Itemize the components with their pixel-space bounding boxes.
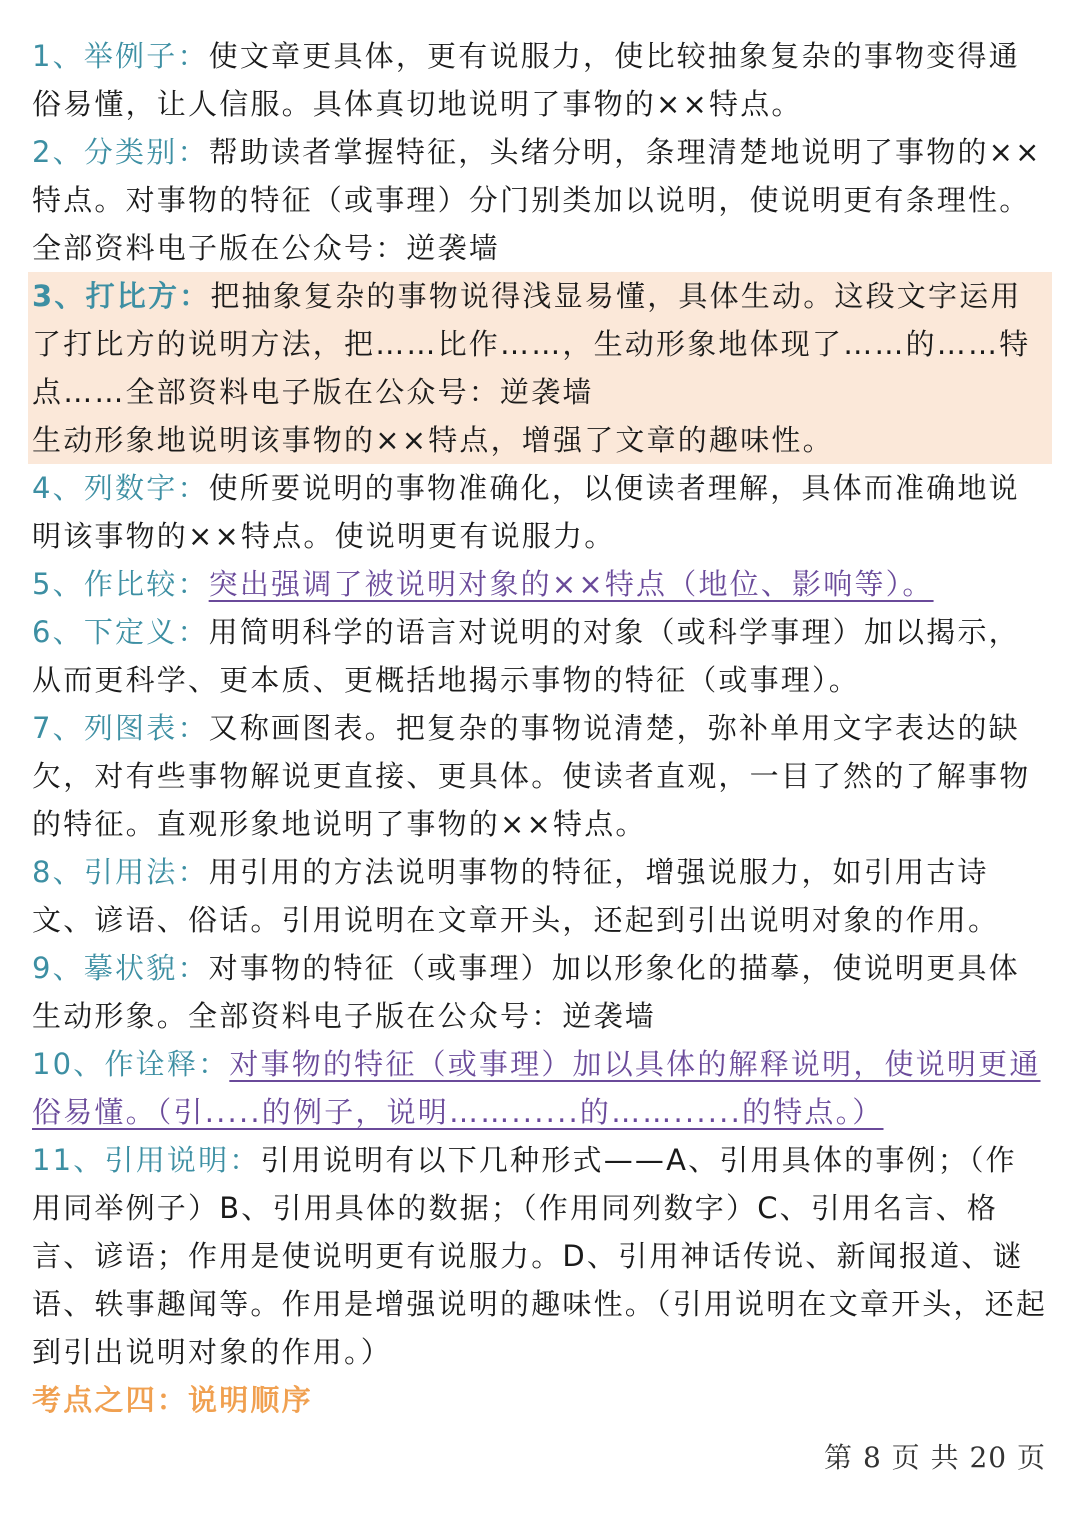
item-text: 帮助读者掌握特征，头绪分明，条理清楚地说明了事物的××特点。对事物的特征（或事理）分门别类加以说明，使说明更有条理性。全部资料电子版在公众号：逆袭墙 <box>32 135 1042 265</box>
item-label: 11、引用说明： <box>32 1143 261 1177</box>
item-4 <box>32 464 1048 560</box>
item-1 <box>32 32 1048 128</box>
item-text: 用引用的方法说明事物的特征，增强说服力，如引用古诗文、谚语、俗话。引用说明在文章开头，还起到引出说明对象的作用。 <box>32 855 1000 937</box>
item-7 <box>32 704 1048 848</box>
item-text: 又称画图表。把复杂的事物说清楚，弥补单用文字表达的缺欠，对有些事物解说更直接、更具体。使读者直观，一目了然的了解事物的特征。直观形象地说明了事物的××特点。 <box>32 711 1031 841</box>
item-2 <box>32 128 1048 272</box>
item-label: 10、作诠释： <box>32 1047 230 1081</box>
item-label: 8、引用法： <box>32 855 209 889</box>
item-text: 引用说明有以下几种形式——A、引用具体的事例；（作用同举例子）B、引用具体的数据；（作用同列数字）C、引用名言、格言、谚语；作用是使说明更有说服力。D、引用神话传说、新闻报道、谜语、轶事趣闻等。作用是增强说明的趣味性。（引用说明在文章开头，还起到引出说明对象的作用。） <box>32 1143 1048 1369</box>
section-heading: 考点之四：说明顺序 <box>32 1383 313 1417</box>
item-label: 4、列数字： <box>32 471 209 505</box>
item-label: 6、下定义： <box>32 615 209 649</box>
item-8 <box>32 848 1048 944</box>
item-6 <box>32 608 1048 704</box>
item-label: 5、作比较： <box>32 567 209 601</box>
item-5 <box>32 560 1048 608</box>
item-label: 9、摹状貌： <box>32 951 209 985</box>
item-label: 7、列图表： <box>32 711 209 745</box>
item-3-highlighted <box>28 272 1052 464</box>
item-label: 1、举例子： <box>32 39 209 73</box>
item-11 <box>32 1136 1048 1376</box>
document-body <box>32 32 1048 1424</box>
item-text-underlined: 突出强调了被说明对象的××特点（地位、影响等）。 <box>208 567 934 601</box>
page-number: 第 8 页 共 20 页 <box>824 1441 1046 1474</box>
item-label: 3、打比方： <box>32 279 211 313</box>
item-10 <box>32 1040 1048 1136</box>
item-label: 2、分类别： <box>32 135 209 169</box>
item-text-continued: 生动形象地说明该事物的××特点，增强了文章的趣味性。 <box>32 423 834 457</box>
item-text: 把抽象复杂的事物说得浅显易懂，具体生动。这段文字运用了打比方的说明方法，把……比作……，生动形象地体现了……的……特点……全部资料电子版在公众号：逆袭墙 <box>32 279 1031 409</box>
item-text: 对事物的特征（或事理）加以形象化的描摹，使说明更具体生动形象。全部资料电子版在公众号：逆袭墙 <box>32 951 1020 1033</box>
item-9 <box>32 944 1048 1040</box>
item-text-underlined: 对事物的特征（或事理）加以具体的解释说明，使说明更通俗易懂。（引.....的例子，说明……......的……......的特点。） <box>32 1047 1041 1129</box>
item-text: 使文章更具体，更有说服力，使比较抽象复杂的事物变得通俗易懂，让人信服。具体真切地说明了事物的××特点。 <box>32 39 1020 121</box>
item-text: 使所要说明的事物准确化，以便读者理解，具体而准确地说明该事物的××特点。使说明更有说服力。 <box>32 471 1020 553</box>
item-text: 用简明科学的语言对说明的对象（或科学事理）加以揭示，从而更科学、更本质、更概括地揭示事物的特征（或事理）。 <box>32 615 1020 697</box>
